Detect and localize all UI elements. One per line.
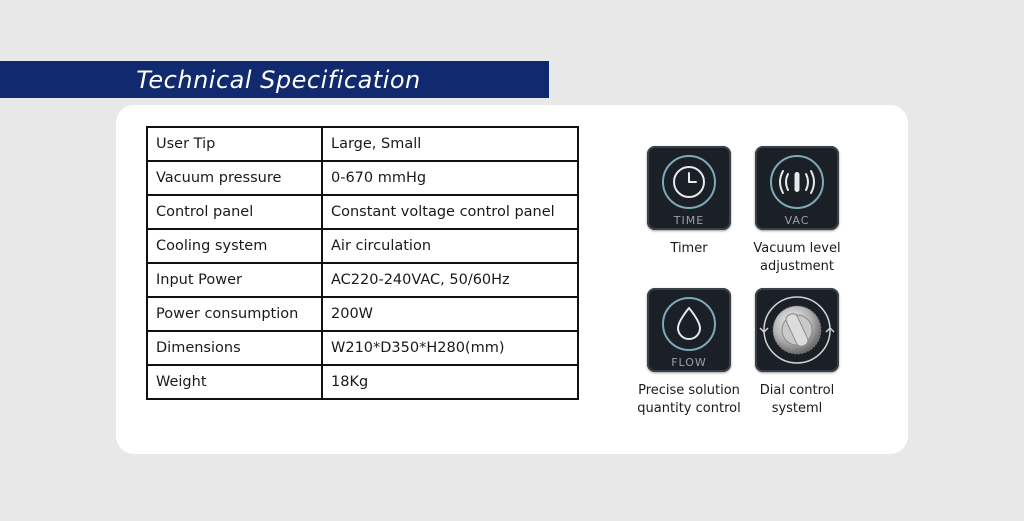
feature-timer bbox=[629, 146, 749, 258]
timer-caption-text: Timer bbox=[670, 241, 708, 256]
vacuum-caption-line1: Vacuum level bbox=[753, 241, 841, 256]
vacuum-tile-label: VAC bbox=[784, 214, 810, 227]
dial-caption bbox=[737, 382, 857, 418]
spec-label: Weight bbox=[147, 365, 322, 399]
flow-caption-line1: Precise solution bbox=[638, 383, 740, 398]
dial-tile bbox=[755, 288, 839, 372]
timer-caption bbox=[629, 240, 749, 258]
timer-tile bbox=[647, 146, 731, 230]
vacuum-tile bbox=[755, 146, 839, 230]
title-banner bbox=[0, 61, 549, 98]
spec-value: W210*D350*H280(mm) bbox=[322, 331, 578, 365]
spec-value: AC220-240VAC, 50/60Hz bbox=[322, 263, 578, 297]
table-row bbox=[147, 297, 578, 331]
table-row bbox=[147, 195, 578, 229]
spec-label: User Tip bbox=[147, 127, 322, 161]
spec-value: 0-670 mmHg bbox=[322, 161, 578, 195]
spec-label: Vacuum pressure bbox=[147, 161, 322, 195]
table-row bbox=[147, 127, 578, 161]
flow-caption-line2: quantity control bbox=[637, 401, 741, 416]
spec-table bbox=[146, 126, 579, 400]
dial-knob-icon bbox=[755, 288, 839, 372]
page-title: Technical Specification bbox=[136, 65, 421, 94]
table-row bbox=[147, 365, 578, 399]
feature-vacuum bbox=[737, 146, 857, 276]
spec-label: Cooling system bbox=[147, 229, 322, 263]
spec-label: Control panel bbox=[147, 195, 322, 229]
vacuum-caption-line2: adjustment bbox=[760, 259, 834, 274]
spec-value: 18Kg bbox=[322, 365, 578, 399]
table-row bbox=[147, 263, 578, 297]
table-row bbox=[147, 229, 578, 263]
spec-label: Dimensions bbox=[147, 331, 322, 365]
spec-value: Constant voltage control panel bbox=[322, 195, 578, 229]
flow-tile-label: FLOW bbox=[671, 356, 707, 369]
timer-tile-label: TIME bbox=[673, 214, 705, 227]
dial-caption-line1: Dial control bbox=[759, 383, 835, 398]
table-row bbox=[147, 331, 578, 365]
spec-label: Input Power bbox=[147, 263, 322, 297]
spec-label: Power consumption bbox=[147, 297, 322, 331]
feature-flow bbox=[629, 288, 749, 418]
dial-caption-line2: systeml bbox=[771, 401, 823, 416]
vacuum-caption bbox=[737, 240, 857, 276]
flow-tile bbox=[647, 288, 731, 372]
table-row bbox=[147, 161, 578, 195]
spec-value: Large, Small bbox=[322, 127, 578, 161]
spec-value: 200W bbox=[322, 297, 578, 331]
spec-value: Air circulation bbox=[322, 229, 578, 263]
flow-caption bbox=[629, 382, 749, 418]
feature-dial bbox=[737, 288, 857, 418]
